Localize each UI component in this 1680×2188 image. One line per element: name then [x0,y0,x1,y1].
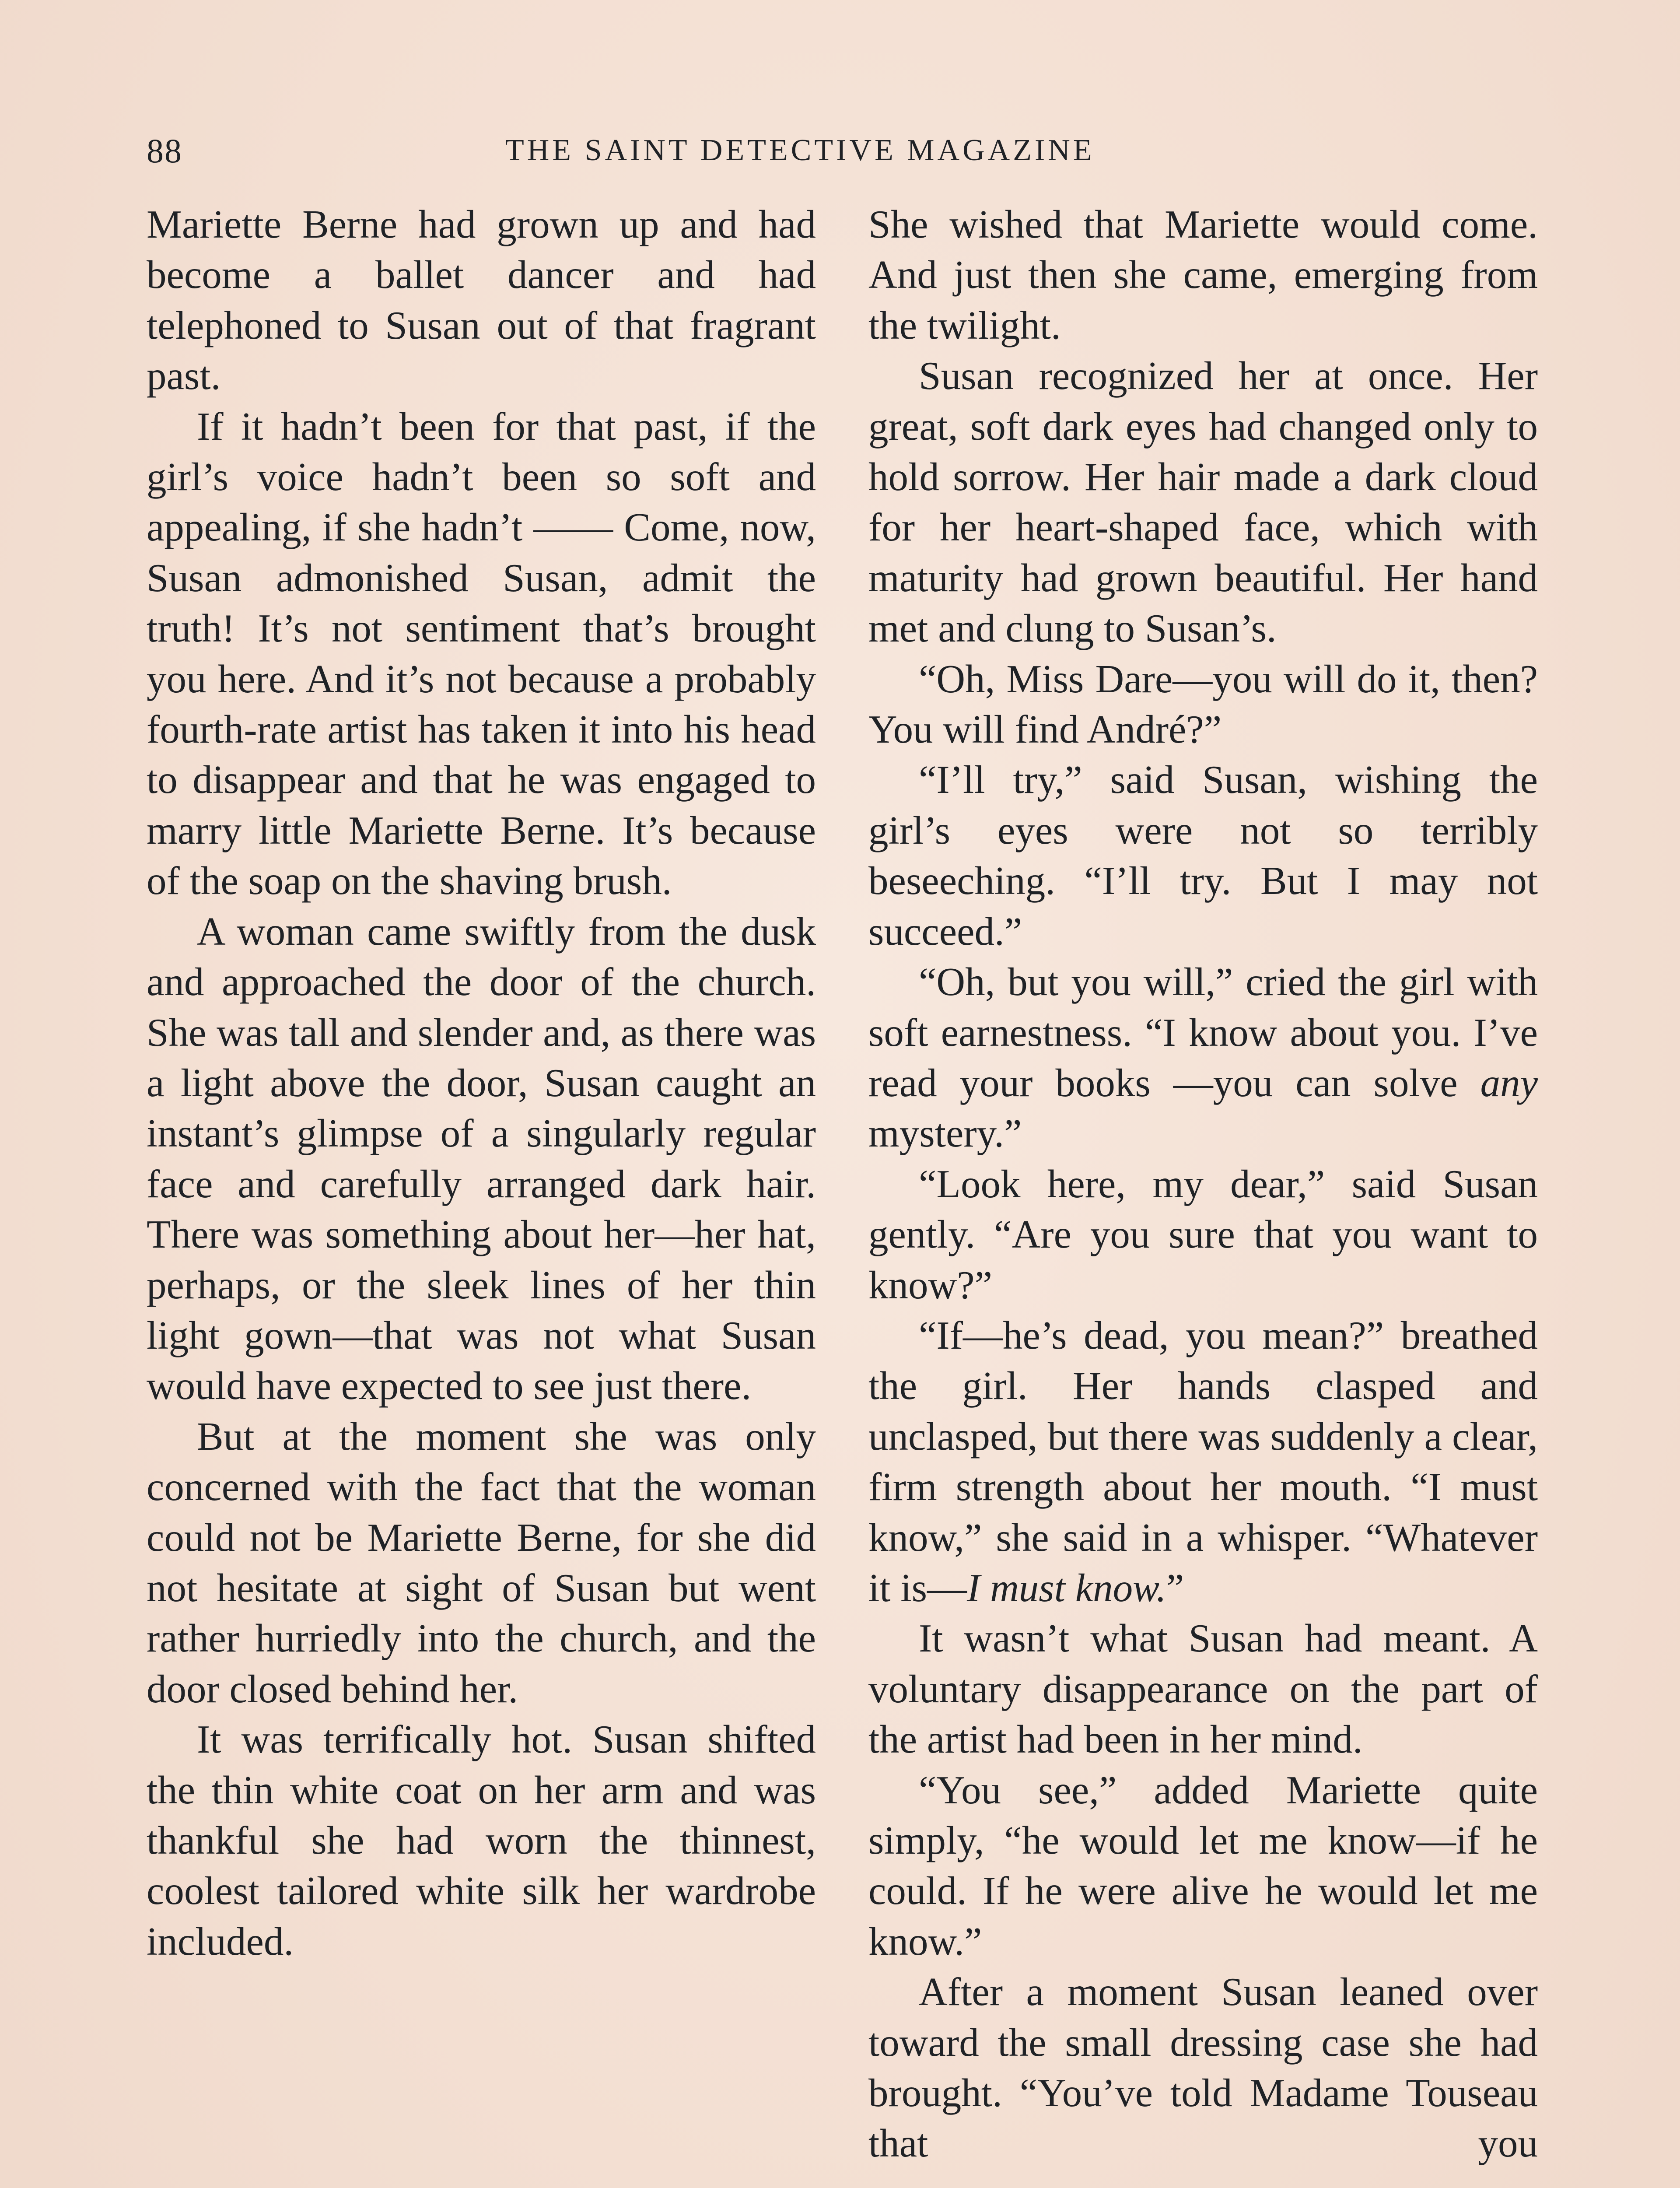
paragraph: “Oh, Miss Dare—you will do it, then? You will find André?” [868,656,1538,752]
paragraph: A woman came swiftly from the dusk and approached the door of the church. She was tall and slender and, as there was a light above the door, Susan caught an instant’s glimpse of a singularly regular face and carefully arranged dark hair. There was something about her—her hat, perhaps, or the sleek lines of her thin light gown—that was not what Susan would have expected to see just there. [147,909,816,1408]
text-run: “Oh, but you will,” cried the girl with soft earnestness. “I know about you. I’ve read your books —you can solve [868,960,1538,1105]
paragraph: “I’ll try,” said Susan, wishing the girl’s eyes were not so terribly beseeching. “I’ll try. But I may not succeed.” [868,757,1538,954]
italic-text: any [1480,1060,1538,1105]
text-run: mystery.” [868,1111,1022,1156]
right-column [868,199,1538,2169]
magazine-title: THE SAINT DETECTIVE MAGAZINE [505,133,1095,167]
text-run: ” [1166,1565,1184,1610]
paragraph: Susan recognized her at once. Her great, soft dark eyes had changed only to hold sorrow. Her hair made a dark cloud for her heart-shaped face, which with maturity had grown beautiful. Her hand met and clung to Susan’s. [868,354,1538,651]
text-run: “If—he’s dead, you mean?” breathed the girl. Her hands clasped and unclasped, but there was suddenly a clear, firm strength about her mouth. “I must know,” she said in a whisper. “Whatever it is— [868,1313,1538,1610]
paragraph: She wished that Mariette would come. And just then she came, emerging from the twilight. [868,202,1538,347]
paragraph: Mariette Berne had grown up and had become a ballet dancer and had telephoned to Susan out of that fragrant past. [147,202,816,398]
page-number: 88 [147,132,182,170]
paragraph: After a moment Susan leaned over toward the small dressing case she had brought. “You’ve told Madame Touseau that you [868,1970,1538,2166]
italic-text: I must know. [967,1565,1166,1610]
paragraph: “You see,” added Mariette quite simply, “he would let me know—if he could. If he were alive he would let me know.” [868,1767,1538,1964]
paragraph: If it hadn’t been for that past, if the girl’s voice hadn’t been so soft and appealing, if she hadn’t —— Come, now, Susan admonished Susan, admit the truth! It’s not sentiment that’s brought you here. And it’s not because a probably fourth-rate artist has taken it into his head to disappear and that he was engaged to marry little Mariette Berne. It’s because of the soap on the shaving brush. [147,404,816,903]
paragraph: “Look here, my dear,” said Susan gently. “Are you sure that you want to know?” [868,1161,1538,1307]
paragraph [868,1310,1538,1613]
left-column [147,199,816,1967]
paragraph: It wasn’t what Susan had meant. A voluntary disappearance on the part of the artist had been in her mind. [868,1616,1538,1762]
paragraph: But at the moment she was only concerned with the fact that the woman could not be Mariette Berne, for she did not hesitate at sight of Susan but went rather hurriedly into the church, and the door closed behind her. [147,1414,816,1711]
paragraph [868,957,1538,1159]
running-head [147,131,1542,179]
paragraph: It was terrifically hot. Susan shifted the thin white coat on her arm and was thankful she had worn the thinnest, coolest tailored white silk her wardrobe included. [147,1717,816,1964]
